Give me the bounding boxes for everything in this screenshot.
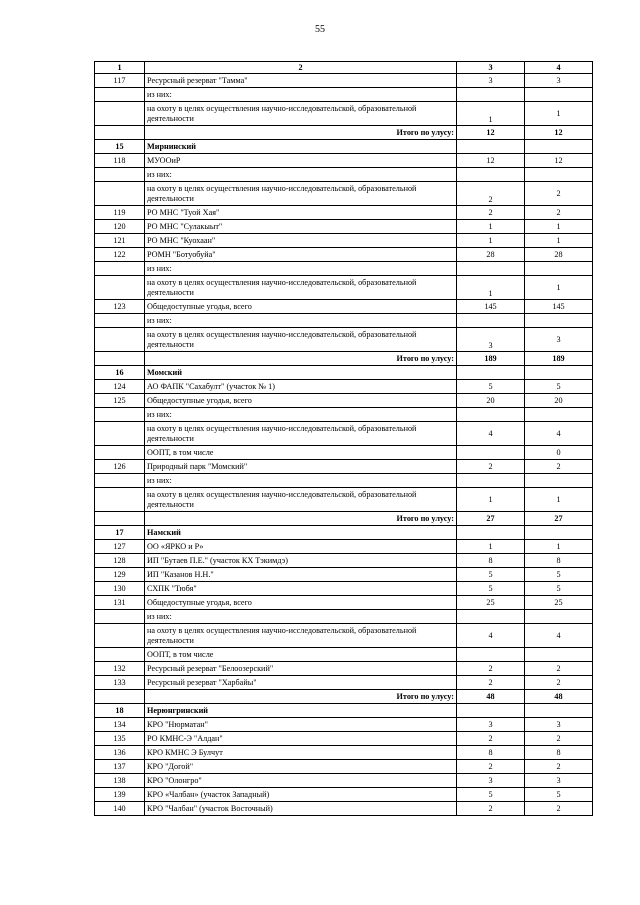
total-row	[95, 126, 593, 140]
row-name-cell: КРО «Чалбан» (участок Западный)	[145, 788, 457, 802]
row-value-4-cell: 2	[525, 732, 593, 746]
column-header-name: 2	[145, 62, 457, 74]
row-number-cell	[95, 488, 145, 512]
row-value-4-cell: 2	[525, 676, 593, 690]
row-value-4-cell: 20	[525, 394, 593, 408]
row-number-cell: 16	[95, 366, 145, 380]
row-name-cell: РО МНС "Сулакыыт"	[145, 220, 457, 234]
row-value-3-cell: 2	[457, 182, 525, 206]
row-name-cell: Ресурсный резерват "Харбайы"	[145, 676, 457, 690]
row-value-4-cell	[525, 262, 593, 276]
row-number-cell	[95, 126, 145, 140]
row-name-cell: КРО "Чалбан" (участок Восточный)	[145, 802, 457, 816]
table-row	[95, 648, 593, 662]
row-number-cell	[95, 276, 145, 300]
table-row	[95, 220, 593, 234]
page-number: 55	[315, 24, 325, 35]
row-value-3-cell	[457, 88, 525, 102]
row-value-4-cell: 1	[525, 540, 593, 554]
row-name-cell: КРО "Догой"	[145, 760, 457, 774]
row-number-cell: 120	[95, 220, 145, 234]
row-number-cell: 140	[95, 802, 145, 816]
row-value-3-cell: 2	[457, 760, 525, 774]
row-value-3-cell: 12	[457, 154, 525, 168]
row-number-cell	[95, 168, 145, 182]
row-name-cell: из них:	[145, 314, 457, 328]
row-value-4-cell: 145	[525, 300, 593, 314]
row-name-cell: ООПТ, в том числе	[145, 648, 457, 662]
table-row	[95, 102, 593, 126]
row-number-cell: 139	[95, 788, 145, 802]
table-row	[95, 380, 593, 394]
table-row	[95, 422, 593, 446]
row-value-4-cell: 1	[525, 102, 593, 126]
row-name-cell: КРО "Олонгро"	[145, 774, 457, 788]
table-row	[95, 300, 593, 314]
row-name-cell: ООПТ, в том числе	[145, 446, 457, 460]
row-value-4-cell: 12	[525, 154, 593, 168]
table-row	[95, 662, 593, 676]
row-value-3-cell: 1	[457, 488, 525, 512]
table-row	[95, 718, 593, 732]
row-number-cell: 136	[95, 746, 145, 760]
table-row	[95, 262, 593, 276]
row-value-3-cell: 2	[457, 206, 525, 220]
hunting-grounds-table	[94, 61, 593, 816]
row-value-4-cell: 12	[525, 126, 593, 140]
table-row	[95, 408, 593, 422]
table-row	[95, 446, 593, 460]
row-value-4-cell	[525, 168, 593, 182]
table-header-row	[95, 62, 593, 74]
row-value-4-cell: 2	[525, 662, 593, 676]
row-value-3-cell: 3	[457, 74, 525, 88]
row-number-cell	[95, 446, 145, 460]
row-value-4-cell: 189	[525, 352, 593, 366]
total-row	[95, 352, 593, 366]
row-name-cell: на охоту в целях осуществления научно-исследовательской, образовательной деятельности	[145, 276, 457, 300]
row-value-3-cell	[457, 526, 525, 540]
row-number-cell	[95, 352, 145, 366]
row-number-cell	[95, 474, 145, 488]
row-name-cell: Намский	[145, 526, 457, 540]
row-value-4-cell	[525, 140, 593, 154]
table-row	[95, 746, 593, 760]
row-value-4-cell: 1	[525, 220, 593, 234]
table-row	[95, 328, 593, 352]
row-name-cell: Итого по улусу:	[145, 512, 457, 526]
row-value-3-cell: 25	[457, 596, 525, 610]
table-row	[95, 460, 593, 474]
row-value-4-cell: 2	[525, 760, 593, 774]
row-value-3-cell: 48	[457, 690, 525, 704]
row-value-4-cell: 5	[525, 582, 593, 596]
row-value-3-cell	[457, 474, 525, 488]
row-value-4-cell: 2	[525, 802, 593, 816]
row-name-cell: МУООиР	[145, 154, 457, 168]
table-row	[95, 248, 593, 262]
row-value-3-cell	[457, 168, 525, 182]
row-number-cell: 118	[95, 154, 145, 168]
table-row	[95, 540, 593, 554]
row-name-cell: из них:	[145, 610, 457, 624]
row-number-cell: 134	[95, 718, 145, 732]
table-body	[95, 74, 593, 816]
table-row	[95, 568, 593, 582]
row-number-cell: 124	[95, 380, 145, 394]
row-value-4-cell	[525, 648, 593, 662]
table-row	[95, 168, 593, 182]
row-value-4-cell	[525, 314, 593, 328]
row-name-cell: ИП "Бутаев П.Е." (участок КХ Тэкимдэ)	[145, 554, 457, 568]
row-number-cell: 132	[95, 662, 145, 676]
row-name-cell: на охоту в целях осуществления научно-исследовательской, образовательной деятельности	[145, 328, 457, 352]
row-value-4-cell: 3	[525, 74, 593, 88]
row-value-4-cell: 4	[525, 422, 593, 446]
row-name-cell: КРО "Нюрматан"	[145, 718, 457, 732]
row-number-cell	[95, 328, 145, 352]
row-value-4-cell: 27	[525, 512, 593, 526]
row-number-cell	[95, 422, 145, 446]
row-name-cell: АО ФАПК "Сахабулт" (участок № 1)	[145, 380, 457, 394]
row-value-4-cell: 8	[525, 554, 593, 568]
row-value-3-cell	[457, 610, 525, 624]
row-value-3-cell: 3	[457, 328, 525, 352]
row-value-3-cell: 2	[457, 732, 525, 746]
row-value-3-cell: 20	[457, 394, 525, 408]
table-row	[95, 760, 593, 774]
row-value-3-cell: 1	[457, 540, 525, 554]
row-value-3-cell: 189	[457, 352, 525, 366]
row-value-3-cell: 4	[457, 422, 525, 446]
row-value-4-cell: 8	[525, 746, 593, 760]
row-value-4-cell: 3	[525, 774, 593, 788]
row-value-3-cell: 2	[457, 460, 525, 474]
row-number-cell: 125	[95, 394, 145, 408]
row-number-cell	[95, 610, 145, 624]
row-name-cell: Нерюнгринский	[145, 704, 457, 718]
row-number-cell	[95, 512, 145, 526]
district-row	[95, 704, 593, 718]
row-number-cell: 133	[95, 676, 145, 690]
row-value-4-cell: 5	[525, 788, 593, 802]
row-number-cell: 131	[95, 596, 145, 610]
district-row	[95, 526, 593, 540]
row-name-cell: ИП "Казанов Н.Н."	[145, 568, 457, 582]
row-number-cell: 128	[95, 554, 145, 568]
row-number-cell	[95, 88, 145, 102]
row-value-4-cell: 5	[525, 568, 593, 582]
row-number-cell	[95, 314, 145, 328]
row-value-3-cell: 2	[457, 676, 525, 690]
row-number-cell: 135	[95, 732, 145, 746]
row-value-3-cell	[457, 446, 525, 460]
row-value-3-cell	[457, 140, 525, 154]
district-row	[95, 366, 593, 380]
row-number-cell: 123	[95, 300, 145, 314]
row-value-3-cell	[457, 408, 525, 422]
row-name-cell: из них:	[145, 262, 457, 276]
table-row	[95, 154, 593, 168]
row-name-cell: из них:	[145, 168, 457, 182]
table-row	[95, 206, 593, 220]
row-value-4-cell: 1	[525, 488, 593, 512]
table-row	[95, 234, 593, 248]
row-value-3-cell: 145	[457, 300, 525, 314]
row-value-3-cell: 5	[457, 582, 525, 596]
table-row	[95, 314, 593, 328]
row-name-cell: Общедоступные угодья, всего	[145, 394, 457, 408]
table-row	[95, 732, 593, 746]
row-name-cell: Общедоступные угодья, всего	[145, 300, 457, 314]
table-row	[95, 276, 593, 300]
table-row	[95, 774, 593, 788]
row-value-4-cell	[525, 610, 593, 624]
row-name-cell: РО КМНС-Э "Алдан"	[145, 732, 457, 746]
row-name-cell: РО МНС "Туой Хая"	[145, 206, 457, 220]
row-value-4-cell: 0	[525, 446, 593, 460]
row-number-cell: 15	[95, 140, 145, 154]
table-row	[95, 582, 593, 596]
row-value-3-cell: 3	[457, 774, 525, 788]
row-name-cell: Мирнинский	[145, 140, 457, 154]
row-value-3-cell: 4	[457, 624, 525, 648]
row-name-cell: из них:	[145, 408, 457, 422]
row-name-cell: из них:	[145, 88, 457, 102]
row-number-cell: 18	[95, 704, 145, 718]
row-value-4-cell: 1	[525, 276, 593, 300]
table-row	[95, 802, 593, 816]
row-value-4-cell: 2	[525, 206, 593, 220]
row-name-cell: на охоту в целях осуществления научно-исследовательской, образовательной деятельности	[145, 102, 457, 126]
row-value-4-cell	[525, 526, 593, 540]
table-row	[95, 394, 593, 408]
row-value-3-cell: 5	[457, 380, 525, 394]
row-name-cell: Общедоступные угодья, всего	[145, 596, 457, 610]
row-name-cell: на охоту в целях осуществления научно-исследовательской, образовательной деятельности	[145, 488, 457, 512]
row-value-3-cell: 8	[457, 554, 525, 568]
row-value-4-cell	[525, 704, 593, 718]
row-value-4-cell	[525, 88, 593, 102]
row-name-cell: РОМН "Ботуобуйа"	[145, 248, 457, 262]
table-row	[95, 610, 593, 624]
row-name-cell: КРО КМНС Э Булчут	[145, 746, 457, 760]
row-value-3-cell: 2	[457, 802, 525, 816]
row-value-4-cell	[525, 474, 593, 488]
row-value-4-cell: 2	[525, 460, 593, 474]
column-header-number: 1	[95, 62, 145, 74]
row-name-cell: Ресурсный резерват "Белоозерский"	[145, 662, 457, 676]
row-number-cell: 126	[95, 460, 145, 474]
row-number-cell: 17	[95, 526, 145, 540]
column-header-value-3: 3	[457, 62, 525, 74]
table-row	[95, 474, 593, 488]
row-value-3-cell: 2	[457, 662, 525, 676]
row-value-3-cell	[457, 314, 525, 328]
row-name-cell: ОО «ЯРКО и Р»	[145, 540, 457, 554]
table-row	[95, 676, 593, 690]
row-number-cell: 119	[95, 206, 145, 220]
row-number-cell	[95, 262, 145, 276]
row-value-4-cell: 28	[525, 248, 593, 262]
row-value-4-cell: 3	[525, 718, 593, 732]
row-value-3-cell	[457, 704, 525, 718]
row-name-cell: Природный парк "Момский"	[145, 460, 457, 474]
row-value-4-cell: 3	[525, 328, 593, 352]
row-value-4-cell: 2	[525, 182, 593, 206]
row-value-3-cell: 8	[457, 746, 525, 760]
table-row	[95, 88, 593, 102]
row-name-cell: на охоту в целях осуществления научно-исследовательской, образовательной деятельности	[145, 624, 457, 648]
row-name-cell: Момский	[145, 366, 457, 380]
column-header-value-4: 4	[525, 62, 593, 74]
row-number-cell	[95, 690, 145, 704]
row-number-cell: 121	[95, 234, 145, 248]
table-row	[95, 488, 593, 512]
row-value-3-cell: 1	[457, 234, 525, 248]
row-number-cell	[95, 182, 145, 206]
district-row	[95, 140, 593, 154]
total-row	[95, 690, 593, 704]
row-value-3-cell: 5	[457, 788, 525, 802]
row-value-3-cell: 12	[457, 126, 525, 140]
table-row	[95, 624, 593, 648]
row-name-cell: на охоту в целях осуществления научно-исследовательской, образовательной деятельности	[145, 182, 457, 206]
row-number-cell: 122	[95, 248, 145, 262]
row-value-4-cell: 25	[525, 596, 593, 610]
row-name-cell: Итого по улусу:	[145, 690, 457, 704]
row-value-3-cell: 1	[457, 102, 525, 126]
row-name-cell: СХПК "Тюбя"	[145, 582, 457, 596]
row-number-cell	[95, 102, 145, 126]
row-value-4-cell	[525, 408, 593, 422]
row-value-3-cell: 28	[457, 248, 525, 262]
row-value-3-cell: 1	[457, 276, 525, 300]
row-number-cell: 137	[95, 760, 145, 774]
row-value-4-cell: 48	[525, 690, 593, 704]
table-row	[95, 788, 593, 802]
table-row	[95, 74, 593, 88]
row-number-cell	[95, 408, 145, 422]
row-value-4-cell: 1	[525, 234, 593, 248]
row-number-cell	[95, 624, 145, 648]
row-name-cell: на охоту в целях осуществления научно-исследовательской, образовательной деятельности	[145, 422, 457, 446]
row-name-cell: Итого по улусу:	[145, 352, 457, 366]
row-value-3-cell: 5	[457, 568, 525, 582]
row-name-cell: Ресурсный резерват "Тамма"	[145, 74, 457, 88]
row-number-cell: 138	[95, 774, 145, 788]
row-value-4-cell	[525, 366, 593, 380]
row-number-cell: 130	[95, 582, 145, 596]
row-name-cell: из них:	[145, 474, 457, 488]
table-row	[95, 596, 593, 610]
row-name-cell: Итого по улусу:	[145, 126, 457, 140]
row-value-3-cell: 1	[457, 220, 525, 234]
table-row	[95, 182, 593, 206]
row-number-cell: 129	[95, 568, 145, 582]
row-number-cell: 117	[95, 74, 145, 88]
row-value-3-cell	[457, 366, 525, 380]
total-row	[95, 512, 593, 526]
row-value-3-cell: 3	[457, 718, 525, 732]
row-value-3-cell	[457, 648, 525, 662]
row-name-cell: РО МНС "Куохаан"	[145, 234, 457, 248]
table-row	[95, 554, 593, 568]
row-number-cell	[95, 648, 145, 662]
row-value-3-cell: 27	[457, 512, 525, 526]
row-value-4-cell: 4	[525, 624, 593, 648]
row-number-cell: 127	[95, 540, 145, 554]
row-value-3-cell	[457, 262, 525, 276]
row-value-4-cell: 5	[525, 380, 593, 394]
